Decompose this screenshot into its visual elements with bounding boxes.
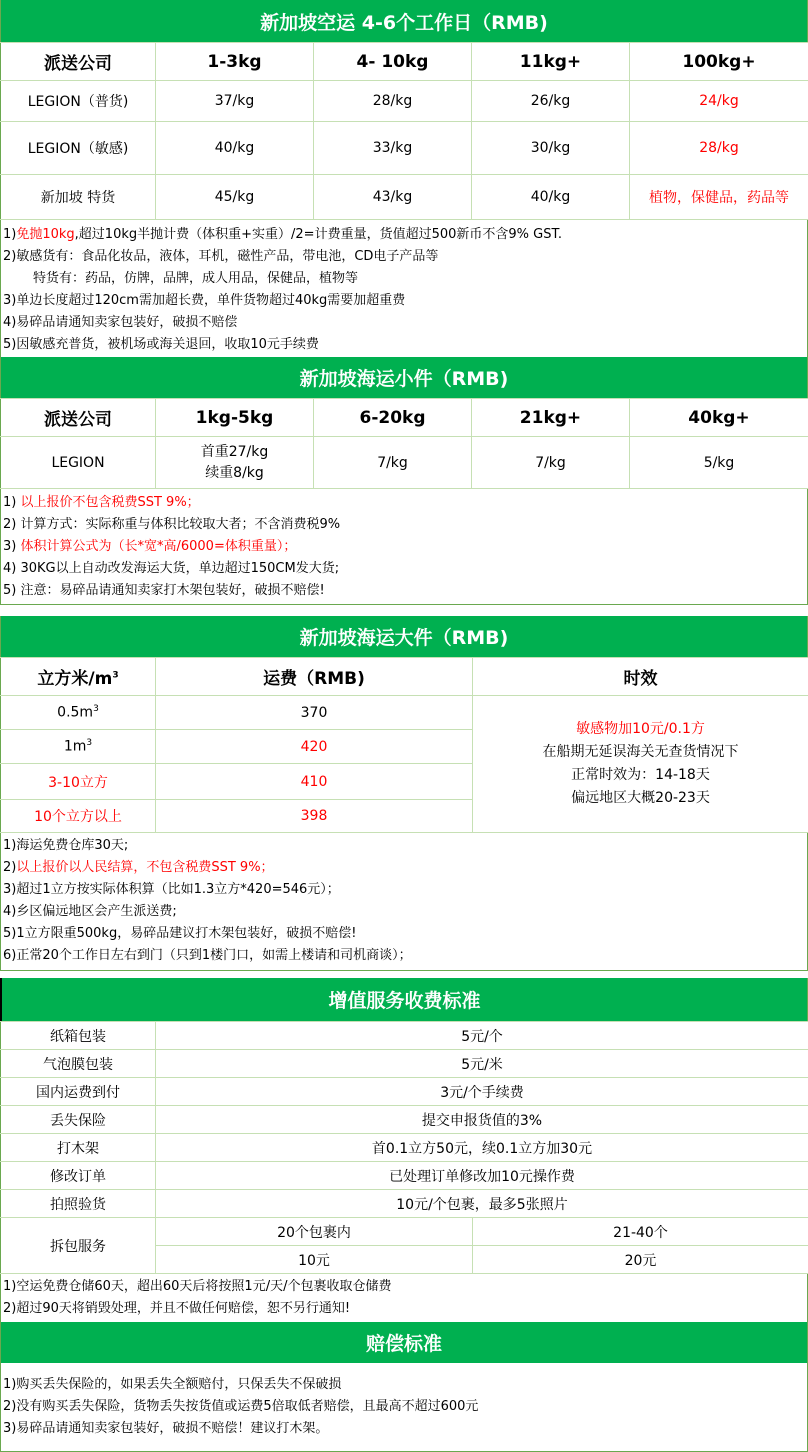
table-row: [1, 175, 808, 220]
sea-small-notes: [0, 489, 808, 605]
price-cell: 43/kg: [314, 175, 472, 220]
price-cell: 33/kg: [314, 122, 472, 175]
note-line: 3)单边长度超过120cm需加超长费，单件货物超过40kg需要加超重费: [3, 293, 406, 308]
fee-cell: 420: [156, 730, 473, 764]
service-name: 纸箱包装: [1, 1022, 156, 1050]
note-line: 2)没有购买丢失保险，货物丢失按货值或运费5倍取低者赔偿，且最高不超过600元: [3, 1399, 479, 1414]
note-line: 4) 30KG以上自动改发海运大货，单边超过150CM发大货;: [3, 561, 340, 576]
note-line: 1)购买丢失保险的，如果丢失全额赔付，只保丢失不保破损: [3, 1377, 342, 1392]
table-row: [1, 1078, 808, 1106]
note-line: 2)以上报价以人民结算，不包含税费SST 9%；: [3, 860, 274, 875]
service-price: 5元/个: [156, 1022, 808, 1050]
table-row: [1, 81, 808, 122]
price-cell: 37/kg: [156, 81, 314, 122]
company-cell: LEGION（敏感): [1, 122, 156, 175]
header-4-10kg: 4- 10kg: [314, 43, 472, 81]
air-freight-notes: [0, 220, 808, 358]
note-line: 5)1立方限重500kg，易碎品建议打木架包装好，破损不赔偿!: [3, 926, 357, 941]
unpack-price: 10元: [156, 1246, 473, 1274]
price-cell: 30/kg: [472, 122, 630, 175]
note-line: 3)超过1立方按实际体积算（比如1.3立方*420=546元）；: [3, 882, 340, 897]
note-line: 1)空运免费仓储60天，超出60天后将按照1元/天/个包裹收取仓储费: [3, 1279, 392, 1294]
price-cell: 5/kg: [630, 437, 808, 489]
service-price: 3元/个手续费: [156, 1078, 808, 1106]
fee-cell: 410: [156, 764, 473, 800]
service-name: 拍照验货: [1, 1190, 156, 1218]
header-40kg: 40kg+: [630, 399, 808, 437]
note-line: 2)超过90天将销毁处理，并且不做任何赔偿，恕不另行通知!: [3, 1301, 351, 1316]
sea-large-notes: [0, 833, 808, 971]
service-name: 气泡膜包装: [1, 1050, 156, 1078]
price-cell: 植物，保健品，药品等: [630, 175, 808, 220]
header-1-5kg: 1kg-5kg: [156, 399, 314, 437]
table-row: [1, 1134, 808, 1162]
transit-time-cell: 敏感物加10元/0.1方 在船期无延误海关无查货情况下 正常时效为：14-18天 偏远地区大概20-23天: [473, 696, 808, 833]
service-price: 10元/个包裹，最多5张照片: [156, 1190, 808, 1218]
table-row: [1, 437, 808, 489]
price-cell: 40/kg: [472, 175, 630, 220]
table-row: [1, 1162, 808, 1190]
header-company: 派送公司: [1, 43, 156, 81]
price-cell: 28/kg: [314, 81, 472, 122]
services-notes: [0, 1274, 808, 1323]
note-line: 5)因敏感充普货，被机场或海关退回，收取10元手续费: [3, 337, 319, 352]
fee-cell: 398: [156, 800, 473, 833]
service-price: 5元/米: [156, 1050, 808, 1078]
company-cell: LEGION: [1, 437, 156, 489]
unpack-tier: 20个包裹内: [156, 1218, 473, 1246]
note-line: 2)敏感货有：食品化妆品，液体，耳机，磁性产品，带电池，CD电子产品等: [3, 249, 439, 264]
volume-cell: $1m^3$: [1, 730, 156, 764]
service-name: 打木架: [1, 1134, 156, 1162]
sea-small-title: 新加坡海运小件（RMB): [0, 357, 808, 398]
table-row: [1, 122, 808, 175]
header-100kg: 100kg+: [630, 43, 808, 81]
note-line: 4)乡区偏远地区会产生派送费;: [3, 904, 177, 919]
note-line: 1) 以上报价不包含税费SST 9%；: [3, 495, 200, 510]
table-row: [1, 1022, 808, 1050]
unpack-tier: 21-40个: [473, 1218, 808, 1246]
header-volume: 立方米$/m^3$: [1, 658, 156, 696]
header-company: 派送公司: [1, 399, 156, 437]
unpack-price: 20元: [473, 1246, 808, 1274]
service-name: 丢失保险: [1, 1106, 156, 1134]
sea-small-section: [0, 357, 808, 605]
price-cell: 首重27/kg 续重8/kg: [156, 437, 314, 489]
header-fee: 运费（RMB): [156, 658, 473, 696]
price-cell: 7/kg: [472, 437, 630, 489]
note-line: 6)正常20个工作日左右到门（只到1楼门口，如需上楼请和司机商谈）；: [3, 948, 412, 963]
sea-large-table: [0, 657, 808, 833]
compensation-title: 赔偿标准: [0, 1322, 808, 1363]
header-21kg: 21kg+: [472, 399, 630, 437]
value-added-services-section: [0, 978, 808, 1323]
services-title: 增值服务收费标准: [0, 978, 808, 1021]
note-line: 1)免抛10kg,超过10kg半抛计费（体积重+实重）/2=计费重量，货值超过500新币不含9% GST.: [3, 227, 562, 242]
fee-cell: 370: [156, 696, 473, 730]
note-line: 3) 体积计算公式为（长*宽*高/6000=体积重量）；: [3, 539, 297, 554]
table-row: [1, 696, 808, 730]
service-name: 修改订单: [1, 1162, 156, 1190]
air-freight-title: 新加坡空运 4-6个工作日（RMB): [0, 0, 808, 42]
sea-large-title: 新加坡海运大件（RMB): [0, 616, 808, 657]
table-row: [1, 1106, 808, 1134]
company-cell: LEGION（普货): [1, 81, 156, 122]
price-cell: 26/kg: [472, 81, 630, 122]
compensation-section: [0, 1322, 808, 1452]
note-line: 2) 计算方式：实际称重与体积比较取大者；不含消费税9%: [3, 517, 341, 532]
sea-small-table: [0, 398, 808, 489]
header-6-20kg: 6-20kg: [314, 399, 472, 437]
note-line: 3)易碎品请通知卖家包装好，破损不赔偿！建议打木架。: [3, 1421, 329, 1436]
sea-large-section: [0, 616, 808, 971]
header-11kg: 11kg+: [472, 43, 630, 81]
air-freight-section: [0, 0, 808, 358]
header-1-3kg: 1-3kg: [156, 43, 314, 81]
compensation-notes: [0, 1363, 808, 1452]
header-time: 时效: [473, 658, 808, 696]
table-header-row: [1, 658, 808, 696]
table-header-row: [1, 399, 808, 437]
volume-cell: 3-10立方: [1, 764, 156, 800]
volume-cell: 10个立方以上: [1, 800, 156, 833]
company-cell: 新加坡 特货: [1, 175, 156, 220]
air-freight-table: [0, 42, 808, 220]
price-cell: 45/kg: [156, 175, 314, 220]
table-row: [1, 1190, 808, 1218]
note-line: 5) 注意：易碎品请通知卖家打木架包装好，破损不赔偿!: [3, 583, 325, 598]
price-cell: 7/kg: [314, 437, 472, 489]
service-price: 提交申报货值的3%: [156, 1106, 808, 1134]
volume-cell: $0.5m^3$: [1, 696, 156, 730]
service-name: 国内运费到付: [1, 1078, 156, 1106]
table-header-row: [1, 43, 808, 81]
note-line: 特货有：药品，仿牌，品牌，成人用品，保健品，植物等: [33, 271, 359, 286]
price-cell: 40/kg: [156, 122, 314, 175]
service-name: 拆包服务: [1, 1218, 156, 1274]
note-line: 1)海运免费仓库30天;: [3, 838, 129, 853]
table-row: [1, 1050, 808, 1078]
price-cell: 28/kg: [630, 122, 808, 175]
price-cell: 24/kg: [630, 81, 808, 122]
services-table: [0, 1021, 808, 1274]
table-row: [1, 1218, 808, 1246]
service-price: 已处理订单修改加10元操作费: [156, 1162, 808, 1190]
service-price: 首0.1立方50元，续0.1立方加30元: [156, 1134, 808, 1162]
note-line: 4)易碎品请通知卖家包装好，破损不赔偿: [3, 315, 238, 330]
